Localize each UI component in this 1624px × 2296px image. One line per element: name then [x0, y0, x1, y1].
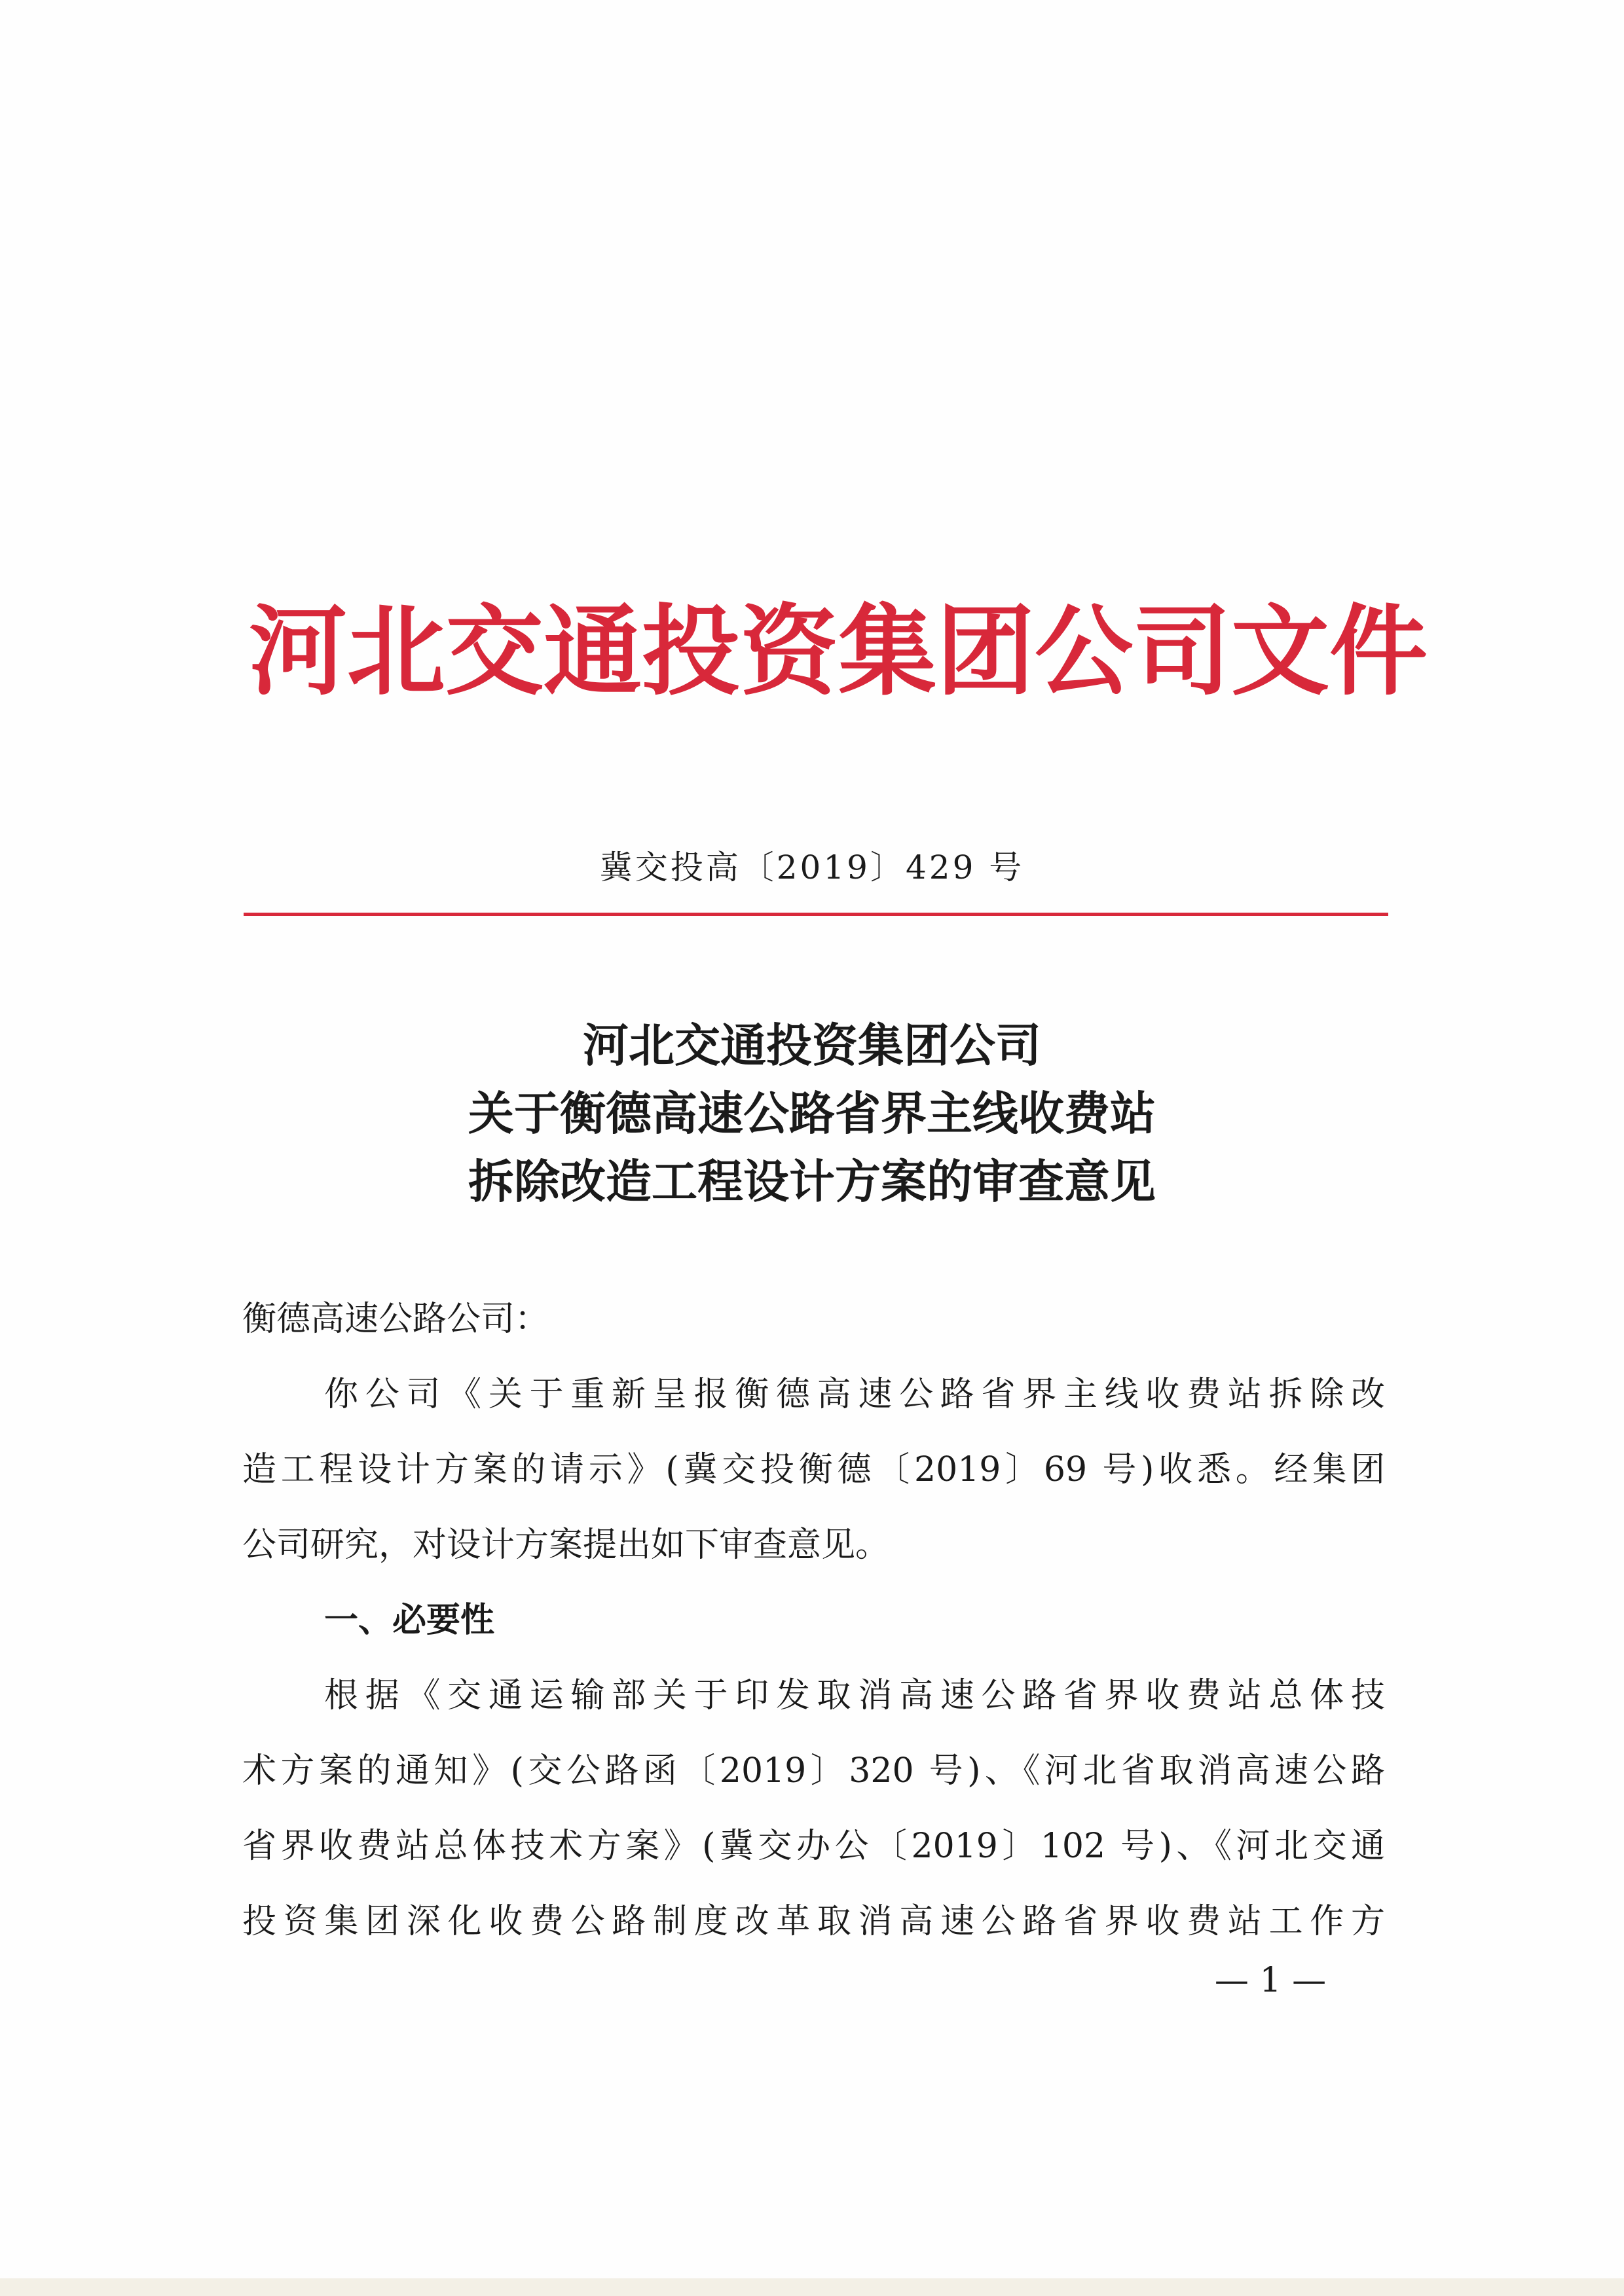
scan-edge — [0, 2278, 1624, 2296]
body-line: 造工程设计方案的请示》(冀交投衡德〔2019〕69 号)收悉。经集团 — [242, 1450, 1385, 1489]
title-line: 拆除改造工程设计方案的审查意见 — [468, 1154, 1156, 1209]
document-number: 冀交投高〔2019〕429 号 — [599, 848, 1025, 886]
title-line: 关于衡德高速公路省界主线收费站 — [468, 1086, 1156, 1140]
body-line: 公司研究，对设计方案提出如下审查意见。 — [242, 1525, 890, 1565]
section-line: 省界收费站总体技术方案》(冀交办公〔2019〕102 号)、《河北交通 — [242, 1827, 1385, 1866]
document-title — [249, 1011, 1375, 1216]
section-line: 根据《交通运输部关于印发取消高速公路省界收费站总体技 — [324, 1676, 1385, 1715]
section-line: 术方案的通知》(交公路函〔2019〕320 号)、《河北省取消高速公路 — [242, 1751, 1385, 1791]
page-number: — 1 — — [1214, 1961, 1327, 2000]
title-line: 河北交通投资集团公司 — [583, 1018, 1041, 1072]
document-body — [242, 1293, 1385, 1971]
section-line: 投资集团深化收费公路制度改革取消高速公路省界收费站工作方 — [242, 1902, 1385, 1941]
body-line: 你公司《关于重新呈报衡德高速公路省界主线收费站拆除改 — [324, 1375, 1385, 1414]
recipient: 衡德高速公路公司： — [242, 1300, 549, 1339]
section-heading: 一、必要性 — [324, 1600, 495, 1640]
red-divider-line — [244, 913, 1388, 916]
letterhead-title: 河北交通投资集团公司文件 — [249, 594, 1428, 709]
